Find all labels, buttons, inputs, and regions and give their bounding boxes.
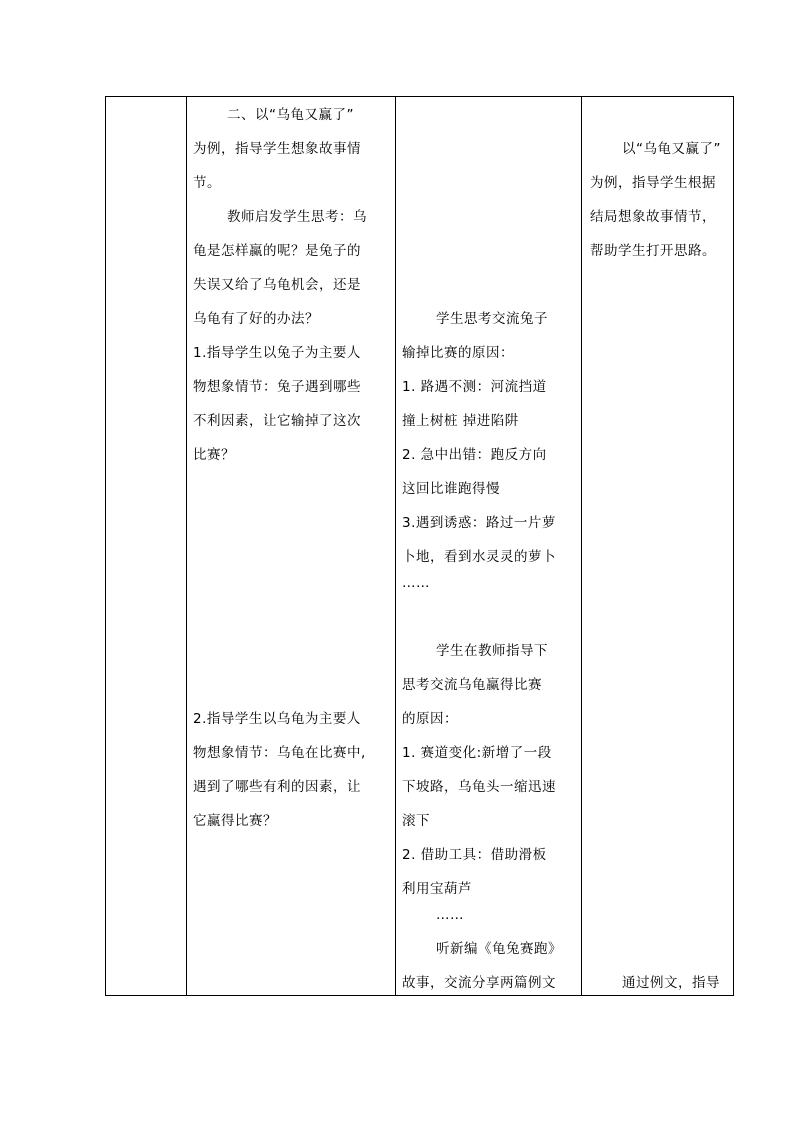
text-line: 不利因素，让它输掉了这次 [193, 413, 361, 429]
text-line: 1. 赛道变化:新增了一段 [402, 745, 552, 761]
lesson-table [105, 96, 734, 996]
column-design-intent [582, 97, 733, 995]
text-line: 这回比谁跑得慢 [402, 481, 500, 497]
text-line: 下坡路，乌龟头一缩迅速 [402, 779, 556, 795]
text-line: 滚下 [402, 813, 430, 829]
text-line: 卜地，看到水灵灵的萝卜 [402, 549, 556, 565]
text-line: 结局想象故事情节， [590, 209, 716, 225]
text-line: 2.指导学生以乌龟为主要人 [193, 711, 361, 727]
text-line: 3.遇到诱惑：路过一片萝 [402, 515, 556, 531]
column-student-activity [396, 97, 582, 995]
text-line: 节。 [193, 175, 221, 191]
text-line: 利用宝葫芦 [402, 881, 472, 897]
text-line: 学生思考交流兔子 [436, 311, 548, 327]
text-line: 2. 借助工具：借助滑板 [402, 847, 547, 863]
text-line: 听新编《龟兔赛跑》 [436, 941, 562, 957]
text-line: 遇到了哪些有利的因素，让 [193, 779, 361, 795]
text-line: 为例，指导学生根据 [590, 175, 716, 191]
text-line: 教师启发学生思考：乌 [227, 209, 367, 225]
text-line: 输掉比赛的原因： [402, 345, 514, 361]
text-line: 物想象情节：乌龟在比赛中, [193, 745, 366, 761]
text-line: 龟是怎样赢的呢？是兔子的 [193, 243, 361, 259]
text-line: 的原因： [402, 711, 458, 727]
text-line: 它赢得比赛？ [193, 813, 277, 829]
text-line: 乌龟有了好的办法？ [193, 311, 319, 327]
text-line: 故事，交流分享两篇例文 [402, 975, 556, 991]
column-teacher-activity [187, 97, 396, 995]
text-line: 比赛？ [193, 447, 235, 463]
text-line: 失误又给了乌龟机会，还是 [193, 277, 361, 293]
text-line: …… [402, 575, 430, 591]
text-line: 二、以“乌龟又赢了” [227, 107, 354, 123]
text-line: 1. 路遇不测：河流挡道 [402, 379, 547, 395]
column-1 [106, 97, 187, 995]
text-line: 撞上树桩 掉进陷阱 [402, 413, 519, 429]
text-line: 物想象情节：兔子遇到哪些 [193, 379, 361, 395]
text-line: 思考交流乌龟赢得比赛 [402, 677, 542, 693]
text-line: 2. 急中出错：跑反方向 [402, 447, 547, 463]
text-line: 学生在教师指导下 [436, 643, 548, 659]
text-line: …… [436, 907, 464, 923]
text-line: 帮助学生打开思路。 [590, 243, 716, 259]
text-line: 通过例文，指导 [622, 975, 720, 991]
text-line: 以“乌龟又赢了” [622, 141, 721, 157]
text-line: 1.指导学生以兔子为主要人 [193, 345, 361, 361]
text-line: 为例，指导学生想象故事情 [193, 141, 361, 157]
